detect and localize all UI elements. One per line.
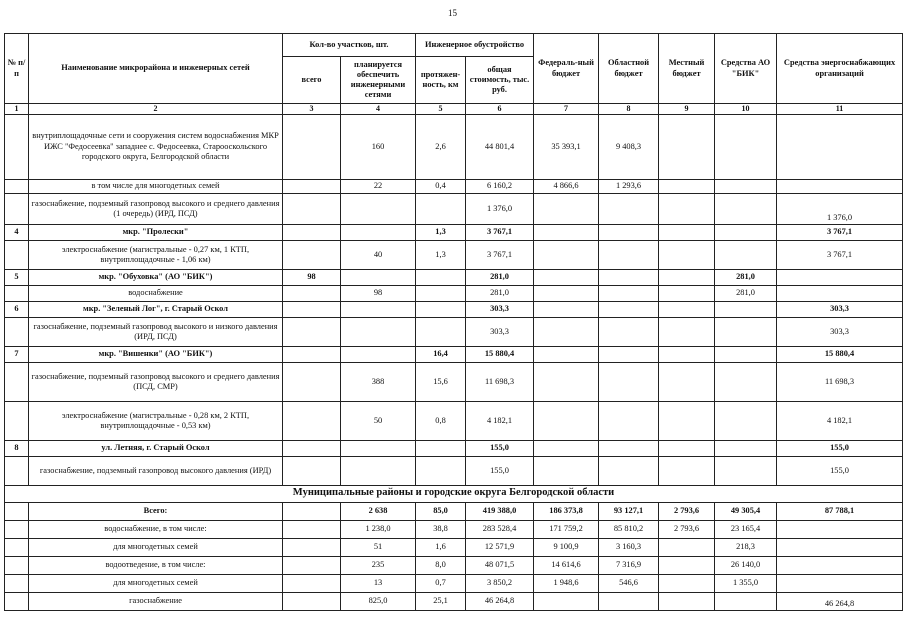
row-length [416,317,466,346]
total-name: водоотведение, в том числе: [29,556,283,574]
table-row [5,317,903,346]
table-row [5,401,903,440]
row-total [283,193,341,224]
row-regional [599,456,659,485]
total-plots [283,556,341,574]
row-regional [599,224,659,240]
row-federal [534,362,599,401]
row-name: водоснабжение [29,285,283,301]
row-total [283,401,341,440]
total-regional: 546,6 [599,574,659,592]
row-planned [341,301,416,317]
row-cost: 11 698,3 [466,362,534,401]
row-energy: 3 767,1 [777,240,903,269]
table-row-district [5,346,903,362]
row-no: 4 [5,224,29,240]
row-bik [715,114,777,179]
row-federal [534,456,599,485]
row-federal [534,285,599,301]
row-federal [534,240,599,269]
row-cost: 281,0 [466,285,534,301]
row-federal: 4 866,6 [534,179,599,193]
row-name: ул. Летняя, г. Старый Оскол [29,440,283,456]
total-local: 2 793,6 [659,520,715,538]
row-energy: 155,0 [777,440,903,456]
row-planned: 22 [341,179,416,193]
row-cost: 155,0 [466,456,534,485]
row-total [283,317,341,346]
row-energy: 1 376,0 [777,193,903,224]
total-regional [599,592,659,610]
total-plots [283,538,341,556]
total-federal: 9 100,9 [534,538,599,556]
totals-row [5,538,903,556]
table-row-district [5,301,903,317]
row-total [283,240,341,269]
col-number: 11 [777,104,903,115]
total-name: водоснабжение, в том числе: [29,520,283,538]
row-name: электроснабжение (магистральные - 0,27 км, 1 КТП, внутриплощадочные - 1,06 км) [29,240,283,269]
table-row [5,362,903,401]
total-federal: 171 759,2 [534,520,599,538]
row-local [659,317,715,346]
header-energy: Средства энергоснабжающих организаций [777,34,903,104]
row-local [659,285,715,301]
row-energy: 155,0 [777,456,903,485]
col-number: 3 [283,104,341,115]
row-cost: 281,0 [466,269,534,285]
table-row [5,285,903,301]
row-energy: 4 182,1 [777,401,903,440]
header-federal: Федераль-ный бюджет [534,34,599,104]
header-regional: Областной бюджет [599,34,659,104]
row-energy [777,179,903,193]
row-no [5,538,29,556]
total-local [659,574,715,592]
total-plots [283,592,341,610]
row-regional [599,317,659,346]
col-number: 5 [416,104,466,115]
row-cost: 3 767,1 [466,240,534,269]
table-row [5,193,903,224]
total-planned: 235 [341,556,416,574]
row-length: 1,3 [416,240,466,269]
row-energy: 11 698,3 [777,362,903,401]
row-bik [715,193,777,224]
col-number: 2 [29,104,283,115]
total-local: 2 793,6 [659,502,715,520]
row-bik [715,362,777,401]
total-bik: 1 355,0 [715,574,777,592]
row-no [5,401,29,440]
row-no [5,317,29,346]
total-local [659,592,715,610]
row-total [283,362,341,401]
engineering-networks-table [4,33,903,611]
header-length: протяжен-ность, км [416,57,466,104]
section-row [5,485,903,502]
header-cost: общая стоимость, тыс. руб. [466,57,534,104]
total-energy [777,574,903,592]
row-planned: 160 [341,114,416,179]
total-length: 38,8 [416,520,466,538]
total-cost: 12 571,9 [466,538,534,556]
row-name: газоснабжение, подземный газопровод высокого и низкого давления (ИРД, ПСД) [29,317,283,346]
row-no [5,592,29,610]
total-energy [777,556,903,574]
row-local [659,193,715,224]
total-cost: 3 850,2 [466,574,534,592]
page-number: 15 [448,8,457,18]
totals-row [5,520,903,538]
row-length [416,269,466,285]
total-energy [777,538,903,556]
total-planned: 13 [341,574,416,592]
row-federal [534,193,599,224]
total-length: 25,1 [416,592,466,610]
row-total [283,224,341,240]
row-energy: 15 880,4 [777,346,903,362]
col-number: 7 [534,104,599,115]
row-length [416,440,466,456]
total-planned: 51 [341,538,416,556]
table-row-district [5,224,903,240]
header-engineering-group: Инженерное обустройство [416,34,534,57]
col-number: 6 [466,104,534,115]
total-length: 1,6 [416,538,466,556]
row-name: газоснабжение, подземный газопровод высокого и среднего давления (ПСД, СМР) [29,362,283,401]
row-federal [534,301,599,317]
table-row-district [5,440,903,456]
row-bik [715,301,777,317]
row-planned: 50 [341,401,416,440]
row-bik [715,240,777,269]
row-federal [534,224,599,240]
total-energy: 46 264,8 [777,592,903,610]
total-regional: 85 810,2 [599,520,659,538]
row-bik: 281,0 [715,269,777,285]
total-cost: 48 071,5 [466,556,534,574]
row-regional [599,193,659,224]
total-length: 85,0 [416,502,466,520]
total-regional: 93 127,1 [599,502,659,520]
section-title: Муниципальные районы и городские округа Белгородской области [5,485,903,502]
total-energy [777,520,903,538]
row-federal: 35 393,1 [534,114,599,179]
row-name: мкр. "Зеленый Лог", г. Старый Оскол [29,301,283,317]
row-name: мкр. "Обуховка" (АО "БИК") [29,269,283,285]
col-number: 8 [599,104,659,115]
total-federal: 186 373,8 [534,502,599,520]
total-regional: 7 316,9 [599,556,659,574]
row-length: 0,4 [416,179,466,193]
row-bik [715,440,777,456]
row-regional: 9 408,3 [599,114,659,179]
row-no: 6 [5,301,29,317]
row-name: мкр. "Пролески" [29,224,283,240]
row-planned: 388 [341,362,416,401]
row-energy: 303,3 [777,317,903,346]
header-name: Наименование микрорайона и инженерных сетей [29,34,283,104]
row-no [5,240,29,269]
row-planned: 40 [341,240,416,269]
row-planned: 98 [341,285,416,301]
row-no [5,502,29,520]
row-name: в том числе для многодетных семей [29,179,283,193]
row-energy [777,114,903,179]
row-local [659,456,715,485]
row-regional [599,301,659,317]
header-no: № п/п [5,34,29,104]
row-length [416,456,466,485]
row-total [283,179,341,193]
row-local [659,401,715,440]
col-number: 10 [715,104,777,115]
col-number: 1 [5,104,29,115]
row-cost: 44 801,4 [466,114,534,179]
total-cost: 46 264,8 [466,592,534,610]
total-bik: 49 305,4 [715,502,777,520]
row-bik: 281,0 [715,285,777,301]
table-row [5,179,903,193]
row-cost: 303,3 [466,301,534,317]
row-total [283,346,341,362]
row-name: газоснабжение, подземный газопровод высокого давления (ИРД) [29,456,283,485]
total-federal [534,592,599,610]
row-total [283,301,341,317]
row-no [5,193,29,224]
total-bik [715,592,777,610]
row-no [5,114,29,179]
row-regional [599,401,659,440]
totals-row [5,592,903,610]
table-row [5,456,903,485]
col-number: 4 [341,104,416,115]
total-length: 0,7 [416,574,466,592]
row-local [659,440,715,456]
row-regional [599,285,659,301]
total-bik: 218,3 [715,538,777,556]
header-local: Местный бюджет [659,34,715,104]
row-length [416,193,466,224]
table-row [5,240,903,269]
row-no [5,285,29,301]
row-cost: 4 182,1 [466,401,534,440]
total-federal: 1 948,6 [534,574,599,592]
row-cost: 15 880,4 [466,346,534,362]
row-energy [777,269,903,285]
total-bik: 26 140,0 [715,556,777,574]
total-regional: 3 160,3 [599,538,659,556]
row-no: 5 [5,269,29,285]
total-planned: 1 238,0 [341,520,416,538]
row-length [416,301,466,317]
row-federal [534,440,599,456]
total-local [659,538,715,556]
row-planned [341,346,416,362]
row-total [283,285,341,301]
row-length: 15,6 [416,362,466,401]
row-regional [599,240,659,269]
total-plots [283,574,341,592]
total-plots [283,520,341,538]
total-plots [283,502,341,520]
row-cost: 303,3 [466,317,534,346]
row-no [5,556,29,574]
row-energy [777,285,903,301]
row-planned [341,317,416,346]
row-local [659,224,715,240]
row-bik [715,224,777,240]
row-local [659,179,715,193]
row-cost: 6 160,2 [466,179,534,193]
row-total [283,440,341,456]
total-bik: 23 165,4 [715,520,777,538]
row-total [283,456,341,485]
row-planned [341,440,416,456]
row-federal [534,401,599,440]
row-energy: 3 767,1 [777,224,903,240]
row-federal [534,317,599,346]
header-bik: Средства АО "БИК" [715,34,777,104]
row-length: 1,3 [416,224,466,240]
row-length: 16,4 [416,346,466,362]
row-bik [715,401,777,440]
row-energy: 303,3 [777,301,903,317]
total-name: Всего: [29,502,283,520]
total-name: для многодетных семей [29,574,283,592]
row-planned [341,193,416,224]
row-no [5,574,29,592]
totals-row [5,502,903,520]
row-length: 0,8 [416,401,466,440]
row-regional [599,440,659,456]
row-no [5,456,29,485]
total-cost: 283 528,4 [466,520,534,538]
col-number: 9 [659,104,715,115]
table-row [5,114,903,179]
row-local [659,362,715,401]
row-cost: 155,0 [466,440,534,456]
total-name: для многодетных семей [29,538,283,556]
table-row-district [5,269,903,285]
total-length: 8,0 [416,556,466,574]
header-plots-total: всего [283,57,341,104]
row-regional [599,346,659,362]
row-federal [534,346,599,362]
row-no [5,362,29,401]
row-local [659,240,715,269]
total-planned: 2 638 [341,502,416,520]
total-local [659,556,715,574]
row-bik [715,456,777,485]
total-cost: 419 388,0 [466,502,534,520]
row-length [416,285,466,301]
row-federal [534,269,599,285]
row-no: 8 [5,440,29,456]
row-name: внутриплощадочные сети и сооружения систем водоснабжения МКР ИЖС "Федосеевка" западнее с. Федосеевка, Старооскольского городского округа, Белгородской области [29,114,283,179]
totals-row [5,556,903,574]
row-no [5,520,29,538]
row-planned [341,456,416,485]
row-no: 7 [5,346,29,362]
row-bik [715,317,777,346]
total-planned: 825,0 [341,592,416,610]
row-name: мкр. "Вишенки" (АО "БИК") [29,346,283,362]
row-name: газоснабжение, подземный газопровод высокого и среднего давления (1 очередь) (ИРД, ПСД) [29,193,283,224]
row-total [283,114,341,179]
row-regional [599,362,659,401]
row-total: 98 [283,269,341,285]
row-planned [341,269,416,285]
header-plots-planned: планируется обеспечить инженерными сетями [341,57,416,104]
row-bik [715,346,777,362]
row-regional: 1 293,6 [599,179,659,193]
row-cost: 1 376,0 [466,193,534,224]
header-plots-group: Кол-во участков, шт. [283,34,416,57]
row-local [659,301,715,317]
row-length: 2,6 [416,114,466,179]
row-local [659,346,715,362]
row-planned [341,224,416,240]
total-name: газоснабжение [29,592,283,610]
total-federal: 14 614,6 [534,556,599,574]
row-local [659,269,715,285]
row-local [659,114,715,179]
row-cost: 3 767,1 [466,224,534,240]
row-no [5,179,29,193]
row-name: электроснабжение (магистральные - 0,28 км, 2 КТП, внутриплощадочные - 0,53 км) [29,401,283,440]
row-regional [599,269,659,285]
row-bik [715,179,777,193]
totals-row [5,574,903,592]
total-energy: 87 788,1 [777,502,903,520]
